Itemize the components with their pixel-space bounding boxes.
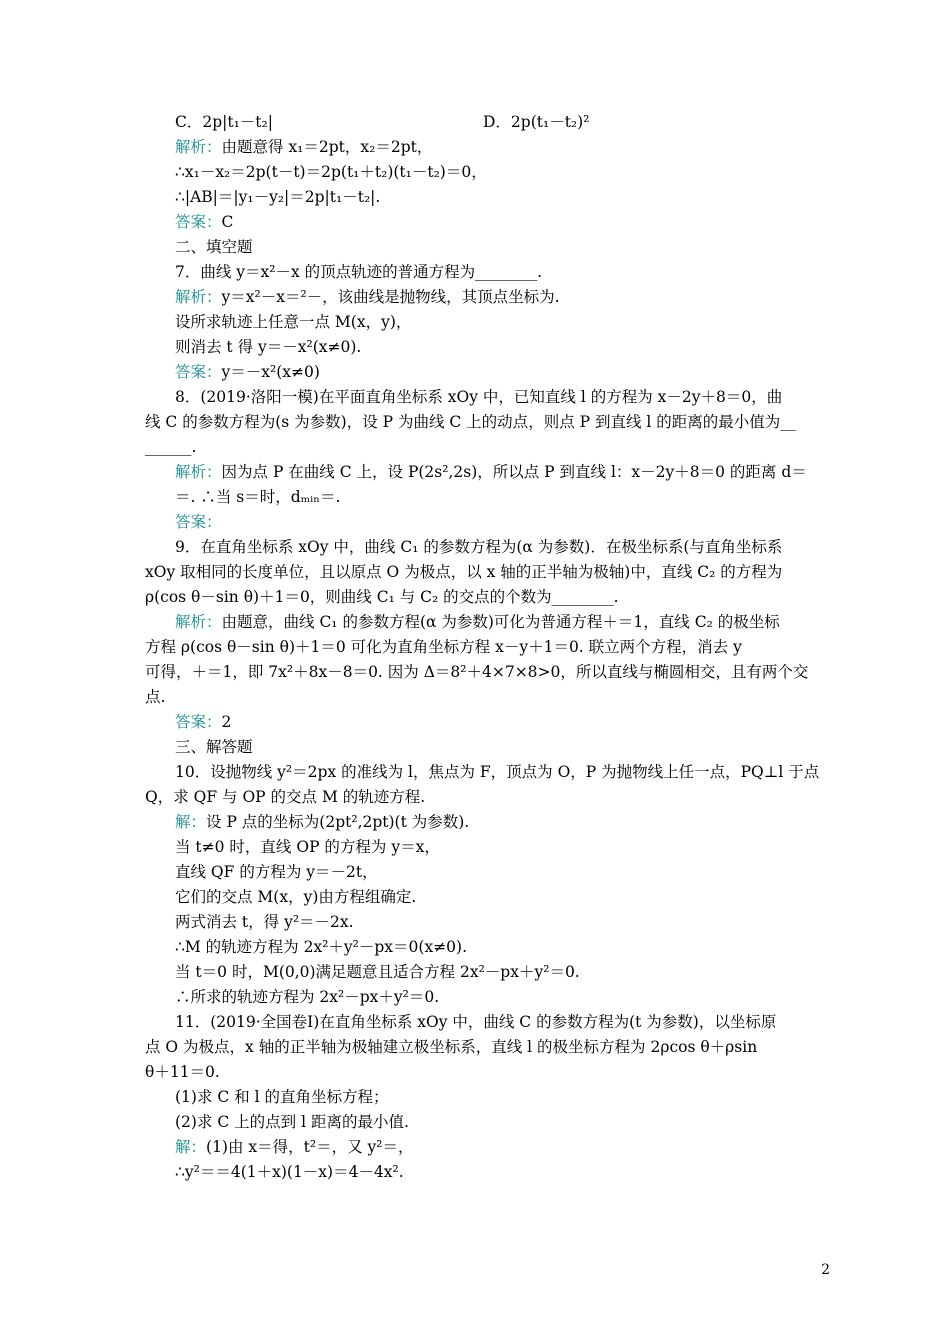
line-text: ∴y²＝＝4(1＋x)(1－x)＝4－4x². xyxy=(175,1163,404,1181)
text-line xyxy=(175,1136,413,1158)
line-text: 点 O 为极点，x 轴的正半轴为极轴建立极坐标系，直线 l 的极坐标方程为 2ρcos θ＋ρsin xyxy=(145,1038,758,1056)
text-line xyxy=(145,436,196,458)
answer-label: 解析： xyxy=(175,613,222,631)
text-line xyxy=(175,611,780,633)
line-text: 直线 QF 的方程为 y＝－2t， xyxy=(175,863,378,881)
text-line xyxy=(175,711,231,733)
line-text: 由题意，曲线 C₁ 的参数方程(α 为参数)可化为普通方程＋＝1，直线 C₂ 的极坐标 xyxy=(221,613,780,631)
answer-label: 答案： xyxy=(175,713,222,731)
text-line xyxy=(175,311,411,333)
line-text: 设所求轨迹上任意一点 M(x，y)， xyxy=(175,313,412,331)
line-text: 10．设抛物线 y²＝2px 的准线为 l，焦点为 F，顶点为 O，P 为抛物线上任一点，PQ⊥l 于点 xyxy=(175,763,820,781)
line-text: 9．在直角坐标系 xOy 中，曲线 C₁ 的参数方程为(α 为参数)．在极坐标系(与直角坐标系 xyxy=(175,538,783,556)
text-line xyxy=(175,236,253,258)
line-text: (2)求 C 上的点到 l 距离的最小值. xyxy=(175,1113,409,1131)
text-line xyxy=(175,211,233,233)
text-line xyxy=(175,286,560,308)
line-text: 三、解答题 xyxy=(175,738,253,756)
text-line xyxy=(145,411,796,433)
line-text: D．2p(t₁－t₂)² xyxy=(483,113,590,131)
text-line xyxy=(483,111,589,133)
line-text: ∴所求的轨迹方程为 2x²－px＋y²＝0. xyxy=(175,988,440,1006)
line-text: 因为点 P 在曲线 C 上，设 P(2s²,2s)，所以点 P 到直线 l：x－2y＋8＝0 的距离 d＝ xyxy=(221,463,807,481)
line-text: 8．(2019·洛阳一模)在平面直角坐标系 xOy 中，已知直线 l 的方程为 x－2y＋8＝0，曲 xyxy=(175,388,783,406)
line-text: xOy 取相同的长度单位，且以原点 O 为极点，以 x 轴的正半轴为极轴)中，直线 C₂ 的方程为 xyxy=(145,563,783,581)
line-text: ∴M 的轨迹方程为 2x²＋y²－px＝0(x≠0). xyxy=(175,938,468,956)
text-line xyxy=(175,811,469,833)
text-line xyxy=(175,136,432,158)
page-number: 2 xyxy=(821,1262,830,1278)
line-text: ______. xyxy=(145,438,197,456)
text-line xyxy=(175,336,361,358)
text-line xyxy=(175,161,487,183)
answer-label: 解： xyxy=(175,813,207,831)
line-text: 二、填空题 xyxy=(175,238,253,256)
line-text: 则消去 t 得 y＝－x²(x≠0). xyxy=(175,338,362,356)
text-line xyxy=(175,461,807,483)
text-line xyxy=(175,486,340,508)
text-line xyxy=(145,786,425,808)
text-line xyxy=(175,961,580,983)
line-text: y＝－x²(x≠0) xyxy=(221,363,320,381)
line-text: 可得，＋＝1，即 7x²＋8x－8＝0. 因为 Δ＝8²＋4×7×8>0，所以直线与椭圆相交，且有两个交 xyxy=(145,663,809,681)
answer-label: 解析： xyxy=(175,288,222,306)
text-line xyxy=(175,511,222,533)
text-line xyxy=(175,186,380,208)
text-line xyxy=(175,1011,776,1033)
text-line xyxy=(175,861,378,883)
text-line xyxy=(175,111,273,133)
line-text: C．2p|t₁－t₂| xyxy=(175,113,273,131)
text-line xyxy=(145,1061,220,1083)
answer-label: 答案： xyxy=(175,363,222,381)
text-line xyxy=(145,1036,757,1058)
line-text: 7．曲线 y＝x²－x 的顶点轨迹的普通方程为________. xyxy=(175,263,543,281)
line-text: Q，求 QF 与 OP 的交点 M 的轨迹方程. xyxy=(145,788,426,806)
line-text: y＝x²－x＝²－，该曲线是抛物线，其顶点坐标为. xyxy=(221,288,560,306)
text-line xyxy=(175,361,320,383)
line-text: 当 t≠0 时，直线 OP 的方程为 y＝x， xyxy=(175,838,440,856)
text-line xyxy=(175,911,354,933)
line-text: ＝. ∴当 s＝时，dₘᵢₙ＝. xyxy=(175,488,341,506)
line-text: ∴x₁－x₂＝2p(t－t)＝2p(t₁＋t₂)(t₁－t₂)＝0， xyxy=(175,163,487,181)
text-line xyxy=(145,561,782,583)
text-line xyxy=(175,736,253,758)
text-line xyxy=(175,1111,409,1133)
text-line xyxy=(145,636,742,658)
answer-label: 解析： xyxy=(175,138,222,156)
text-line xyxy=(145,661,808,683)
line-text: 线 C 的参数方程为(s 为参数)，设 P 为曲线 C 上的动点，则点 P 到直线 l 的距离的最小值为__ xyxy=(145,413,796,431)
text-line xyxy=(175,536,782,558)
line-text: 设 P 点的坐标为(2pt²,2pt)(t 为参数). xyxy=(206,813,470,831)
line-text: 点. xyxy=(145,688,166,706)
answer-label: 解： xyxy=(175,1138,207,1156)
text-line xyxy=(145,586,619,608)
line-text: (1)由 x＝得，t²＝，又 y²＝， xyxy=(206,1138,414,1156)
line-text: 由题意得 x₁＝2pt，x₂＝2pt， xyxy=(221,138,433,156)
text-line xyxy=(175,886,416,908)
answer-label: 答案： xyxy=(175,513,222,531)
text-line xyxy=(175,936,467,958)
line-text: 方程 ρ(cos θ－sin θ)＋1＝0 可化为直角坐标方程 x－y＋1＝0. 联立两个方程，消去 y xyxy=(145,638,742,656)
answer-label: 答案： xyxy=(175,213,222,231)
line-text: 它们的交点 M(x，y)由方程组确定. xyxy=(175,888,417,906)
line-text: θ＋11＝0. xyxy=(145,1063,220,1081)
line-text: 当 t＝0 时，M(0,0)满足题意且适合方程 2x²－px＋y²＝0. xyxy=(175,963,580,981)
text-line xyxy=(175,1161,404,1183)
line-text: 2 xyxy=(221,713,232,731)
text-line xyxy=(175,986,439,1008)
text-line xyxy=(145,686,165,708)
answer-label: 解析： xyxy=(175,463,222,481)
line-text: C xyxy=(221,213,234,231)
text-line xyxy=(175,1086,388,1108)
text-line xyxy=(175,836,440,858)
line-text: 两式消去 t，得 y²＝－2x. xyxy=(175,913,354,931)
text-line xyxy=(175,761,819,783)
line-text: (1)求 C 和 l 的直角坐标方程； xyxy=(175,1088,389,1106)
line-text: 11．(2019·全国卷Ⅰ)在直角坐标系 xOy 中，曲线 C 的参数方程为(t 为参数)，以坐标原 xyxy=(175,1013,777,1031)
text-line xyxy=(175,261,542,283)
text-line xyxy=(175,386,782,408)
line-text: ρ(cos θ－sin θ)＋1＝0，则曲线 C₁ 与 C₂ 的交点的个数为________. xyxy=(145,588,619,606)
line-text: ∴|AB|＝|y₁－y₂|＝2p|t₁－t₂|. xyxy=(175,188,381,206)
